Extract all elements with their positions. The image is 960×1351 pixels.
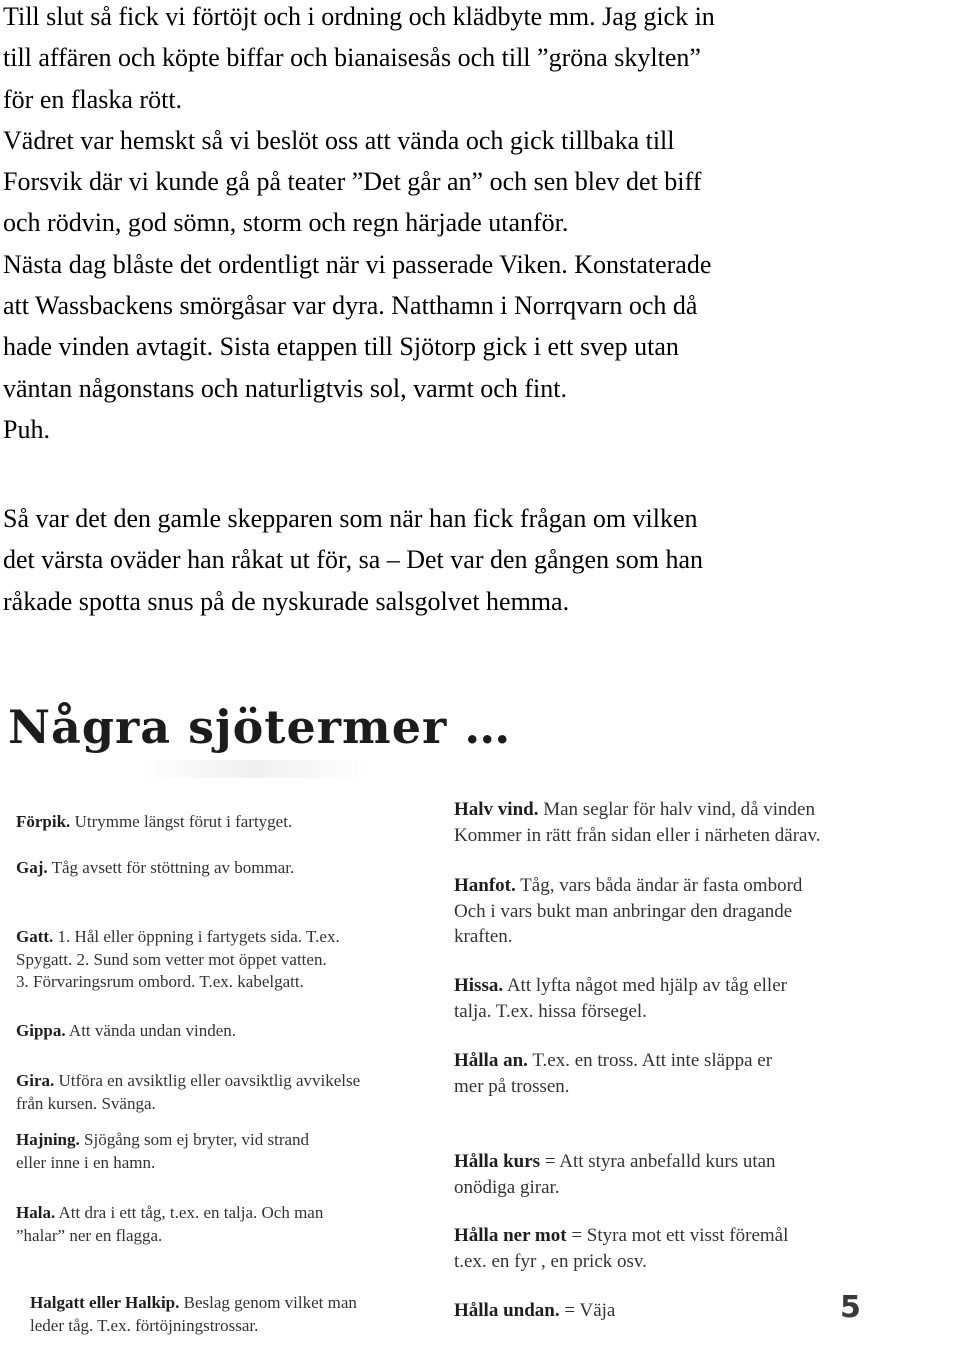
narrative-line: till affären och köpte biffar och bianaisesås och till ”gröna skylten” (3, 43, 701, 73)
glossary-scan (0, 690, 960, 1351)
glossary-entry (16, 1202, 323, 1247)
narrative-line: Puh. (3, 414, 50, 444)
glossary-entry (16, 926, 340, 994)
entry-definition: 3. Förvaringsrum ombord. T.ex. kabelgatt. (16, 972, 304, 991)
entry-definition: eller inne i en hamn. (16, 1152, 156, 1172)
narrative-line: Till slut så fick vi förtöjt och i ordning och klädbyte mm. Jag gick in (3, 2, 715, 31)
anecdote-line: det värsta oväder han råkat ut för, sa – Det var den gången som han (3, 545, 703, 575)
glossary-entry (16, 1129, 309, 1174)
entry-definition: = Väja (564, 1300, 616, 1321)
entry-definition: = Styra mot ett visst föremål (571, 1225, 789, 1246)
entry-definition: Man seglar för halv vind, då vinden (543, 799, 815, 820)
narrative-line: och rödvin, god sömn, storm och regn härjade utanför. (3, 208, 569, 238)
narrative-line: för en flaska rött. (3, 84, 183, 114)
narrative-paragraph (3, 0, 953, 450)
entry-definition: kraften. (454, 926, 513, 947)
entry-term: Gaj. (16, 858, 48, 877)
entry-term: Gira. (16, 1071, 55, 1090)
entry-term: Hissa. (454, 975, 504, 996)
glossary-entry (454, 797, 820, 848)
glossary-entry (16, 857, 294, 880)
narrative-line: väntan någonstans och naturligtvis sol, varmt och fint. (3, 373, 567, 403)
glossary-entry (454, 973, 787, 1024)
entry-term: Hålla undan. (454, 1300, 560, 1321)
entry-definition: Och i vars bukt man anbringar den dragande (454, 900, 793, 922)
entry-term: Hålla an. (454, 1050, 528, 1071)
anecdote-line: råkade spotta snus på de nyskurade salsgolvet hemma. (3, 586, 570, 616)
entry-definition: Utrymme längst förut i fartyget. (74, 812, 293, 831)
entry-term: Hålla kurs (454, 1151, 541, 1172)
entry-definition: Sjögång som ej bryter, vid strand (84, 1130, 310, 1149)
narrative-line: Nästa dag blåste det ordentligt när vi passerade Viken. Konstaterade (3, 249, 712, 279)
entry-term: Hala. (16, 1203, 56, 1222)
entry-definition: talja. T.ex. hissa försegel. (454, 1000, 647, 1022)
entry-definition: från kursen. Svänga. (16, 1093, 156, 1113)
glossary-entry (454, 1223, 788, 1274)
narrative-line: att Wassbackens smörgåsar var dyra. Natthamn i Norrqvarn och då (3, 291, 698, 321)
entry-definition: Beslag genom vilket man (183, 1293, 357, 1312)
glossary-title: Några sjötermer … (8, 700, 512, 754)
glossary-entry (16, 811, 292, 834)
entry-definition: Att vända undan vinden. (68, 1021, 237, 1040)
anecdote-line: Så var det den gamle skepparen som när han fick frågan om vilken (3, 504, 698, 533)
entry-definition: Att lyfta något med hjälp av tåg eller (506, 975, 787, 996)
glossary-entry (454, 1149, 776, 1200)
anecdote-paragraph (3, 498, 953, 622)
glossary-entry (16, 1020, 236, 1043)
entry-definition: t.ex. en fyr , en prick osv. (454, 1250, 647, 1272)
entry-term: Hålla ner mot (454, 1225, 567, 1246)
narrative-line: hade vinden avtagit. Sista etappen till Sjötorp gick i ett svep utan (3, 332, 679, 362)
entry-definition: ”halar” ner en flagga. (16, 1225, 163, 1245)
page-number: 5 (840, 1290, 861, 1325)
entry-term: Hajning. (16, 1130, 80, 1149)
entry-definition: Utföra en avsiktlig eller oavsiktlig avvikelse (58, 1071, 361, 1090)
entry-definition: leder tåg. T.ex. förtöjningstrossar. (30, 1315, 259, 1335)
entry-definition: T.ex. en tross. Att inte släppa er (532, 1050, 773, 1071)
entry-definition: Tåg, vars båda ändar är fasta ombord (520, 875, 803, 896)
entry-term: Förpik. (16, 812, 71, 831)
entry-term: Halv vind. (454, 799, 539, 820)
entry-definition: = Att styra anbefalld kurs utan (544, 1151, 776, 1172)
entry-definition: Att dra i ett tåg, t.ex. en talja. Och man (58, 1203, 324, 1222)
glossary-entry (30, 1292, 357, 1337)
narrative-line: Vädret var hemskt så vi beslöt oss att vända och gick tillbaka till (3, 125, 675, 155)
entry-definition: onödiga girar. (454, 1176, 560, 1198)
glossary-entry (16, 1070, 360, 1115)
entry-term: Gippa. (16, 1021, 66, 1040)
scan-smudge (140, 760, 370, 778)
glossary-entry (454, 1048, 772, 1099)
entry-term: Hanfot. (454, 875, 516, 896)
entry-definition: mer på trossen. (454, 1075, 570, 1097)
glossary-entry (454, 873, 802, 950)
narrative-line: Forsvik där vi kunde gå på teater ”Det går an” och sen blev det biff (3, 167, 702, 197)
entry-definition: Tåg avsett för stöttning av bommar. (51, 858, 295, 877)
entry-definition: 1. Hål eller öppning i fartygets sida. T.ex. (57, 927, 340, 946)
entry-definition: Kommer in rätt från sidan eller i närheten därav. (454, 824, 821, 846)
entry-definition: Spygatt. 2. Sund som vetter mot öppet vatten. (16, 949, 327, 969)
glossary-entry (454, 1298, 615, 1324)
entry-term: Gatt. (16, 927, 54, 946)
entry-term: Halgatt eller Halkip. (30, 1293, 180, 1312)
